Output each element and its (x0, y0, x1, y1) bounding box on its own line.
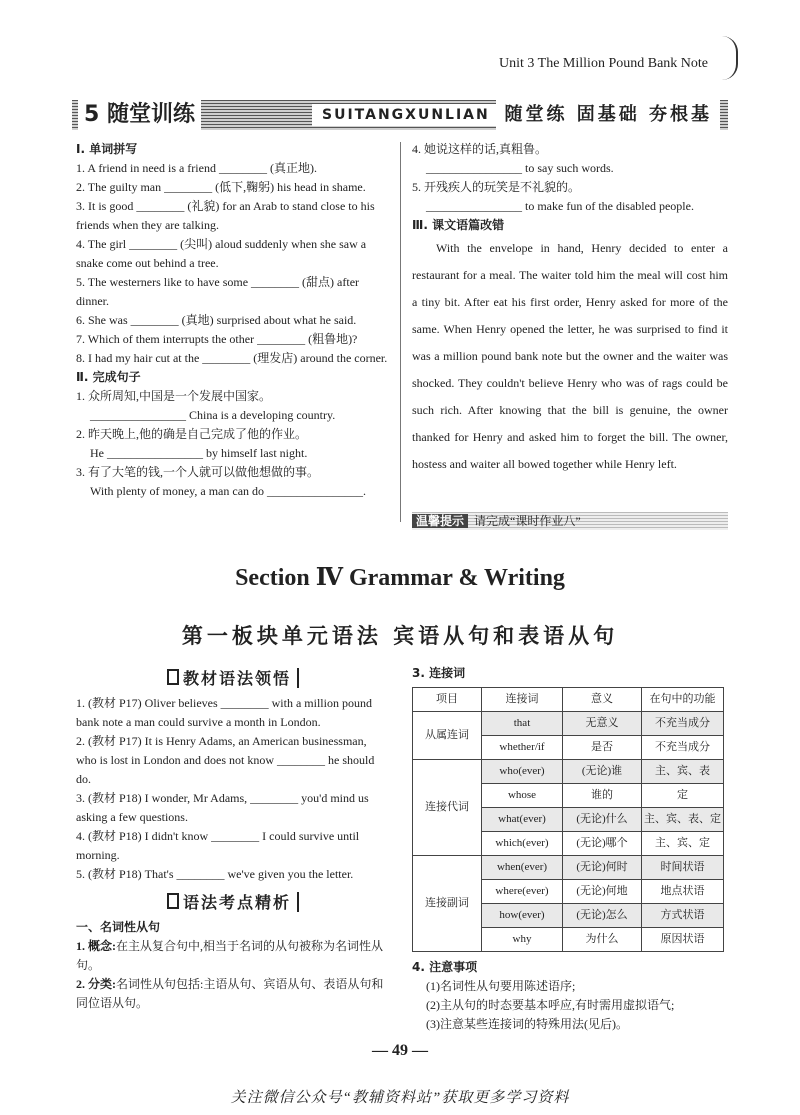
table-cell: that (482, 712, 563, 736)
table-cell: (无论)谁 (563, 760, 642, 784)
concept-paragraph (76, 937, 390, 975)
column-divider (400, 142, 401, 522)
conjunction-table (412, 687, 724, 952)
table-cell: 无意义 (563, 712, 642, 736)
grammar-analysis-label: 语法考点精析 (182, 893, 291, 912)
exercise-item: 8. I had my hair cut at the ________ (理发店) around the corner. (76, 351, 388, 365)
group-cell: 连接副词 (413, 856, 482, 952)
exercise-blank: He ________________ by himself last night. (90, 446, 308, 460)
exercise-item: 3. 有了大笔的钱,一个人就可以做他想做的事。 (76, 465, 320, 479)
part1-heading: Ⅰ. 单词拼写 (76, 142, 138, 156)
part2-heading: Ⅱ. 完成句子 (76, 370, 141, 384)
page-number: — 49 — (372, 1042, 428, 1059)
table-row (413, 712, 724, 736)
table-header-cell: 连接词 (482, 688, 563, 712)
table-cell: when(ever) (482, 856, 563, 880)
exercise-item: 2. 昨天晚上,他的确是自己完成了他的作业。 (76, 427, 308, 441)
note-item: (2)主从句的时态要基本呼应,有时需用虚拟语气; (426, 998, 675, 1012)
textbook-item: 4. (教材 P18) I didn't know ________ I could survive until morning. (76, 829, 360, 862)
table-cell: how(ever) (482, 904, 563, 928)
textbook-item: 2. (教材 P17) It is Henry Adams, an American businessman, who is lost in London and does not know ________ he should do. (76, 734, 375, 786)
category-text: 名词性从句包括:主语从句、宾语从句、表语从句和同位语从句。 (76, 977, 384, 1010)
exercise-item: 4. The girl ________ (尖叫) aloud suddenly when she saw a snake come out behind a tree. (76, 237, 367, 270)
section-title: Section Ⅳ Grammar & Writing (235, 565, 565, 591)
table-cell: 主、宾、表、定 (642, 808, 724, 832)
exercise-item: 3. It is good ________ (礼貌) for an Arab to stand close to his friends when they are talking. (76, 199, 375, 232)
part3-heading: Ⅲ. 课文语篇改错 (412, 218, 505, 232)
conjunction-table-title: 3. 连接词 (412, 666, 466, 680)
heading-bar (297, 668, 299, 688)
right-column (412, 140, 728, 478)
table-cell: 是否 (563, 736, 642, 760)
textbook-item: 1. (教材 P17) Oliver believes ________ with a million pound bank note a man could survive a month in London. (76, 696, 372, 729)
table-cell: 主、宾、定 (642, 832, 724, 856)
table-header-cell: 意义 (563, 688, 642, 712)
table-row (413, 856, 724, 880)
block-title: 第一板块单元语法 宾语从句和表语从句 (181, 624, 619, 648)
category-paragraph (76, 975, 390, 1013)
table-header-cell: 在句中的功能 (642, 688, 724, 712)
exercise-item: 5. 开残疾人的玩笑是不礼貌的。 (412, 180, 581, 194)
table-header-cell: 项目 (413, 688, 482, 712)
exercise-blank: ________________ China is a developing country. (90, 408, 336, 422)
error-correction-passage: With the envelope in hand, Henry decided to enter a restaurant for a meal. The waiter told him the meal will cost him a tiny bit. After eat his first order, Henry asked for more of the same. When Henry opened the letter, he was surprised to find it was a million pound bank note but the owner and the waiter was shocked. They couldn't believe Henry who was of rags could be such rich. After knowing that the bill is genuine, the owner thanked for Henry and asked him to forget the bill. The owner, hostess and waiter all bowed together while Henry left. (412, 241, 728, 471)
table-header-row (413, 688, 724, 712)
table-cell: 谁的 (563, 784, 642, 808)
exercise-item: 6. She was ________ (真地) surprised about what he said. (76, 313, 357, 327)
exercise-blank: ________________ to say such words. (426, 161, 614, 175)
table-row (413, 760, 724, 784)
textbook-item: 3. (教材 P18) I wonder, Mr Adams, ________ you'd mind us asking a few questions. (76, 791, 369, 824)
table-cell: whether/if (482, 736, 563, 760)
table-cell: (无论)哪个 (563, 832, 642, 856)
lower-left-column (76, 668, 390, 1013)
section-banner (72, 100, 728, 130)
note-item: (1)名词性从句要用陈述语序; (426, 979, 576, 993)
notes-heading: 4. 注意事项 (412, 960, 478, 974)
banner-title: 5 随堂训练 (78, 100, 201, 130)
left-column (76, 140, 390, 501)
table-cell: who(ever) (482, 760, 563, 784)
reminder-tag: 温馨提示 (412, 514, 468, 528)
table-cell: 为什么 (563, 928, 642, 952)
table-cell: 时间状语 (642, 856, 724, 880)
group-cell: 连接代词 (413, 760, 482, 856)
exercise-item: 7. Which of them interrupts the other ________ (粗鲁地)? (76, 332, 358, 346)
banner-motto: 随堂练 固基础 夯根基 (496, 100, 720, 130)
exercise-item: 2. The guilty man ________ (低下,鞠躬) his head in shame. (76, 180, 366, 194)
noun-clause-heading: 一、名词性从句 (76, 920, 161, 934)
table-cell: 定 (642, 784, 724, 808)
footer-note: 关注微信公众号“教辅资料站”获取更多学习资料 (230, 1090, 570, 1106)
table-cell: (无论)何地 (563, 880, 642, 904)
header-bracket (722, 36, 738, 80)
table-cell: 主、宾、表 (642, 760, 724, 784)
reminder-text: 请完成“课时作业八” (474, 514, 581, 528)
grammar-insight-heading (76, 668, 390, 688)
lower-right-column (412, 664, 728, 1034)
table-cell: which(ever) (482, 832, 563, 856)
table-cell: 原因状语 (642, 928, 724, 952)
exercise-item: 1. 众所周知,中国是一个发展中国家。 (76, 389, 272, 403)
group-cell: 从属连词 (413, 712, 482, 760)
concept-text: 在主从复合句中,相当于名词的从句被称为名词性从句。 (76, 939, 384, 972)
concept-label: 1. 概念: (76, 939, 116, 953)
table-cell: 地点状语 (642, 880, 724, 904)
table-cell: 不充当成分 (642, 736, 724, 760)
exercise-blank: ________________ to make fun of the disabled people. (426, 199, 694, 213)
table-cell: 方式状语 (642, 904, 724, 928)
table-cell: (无论)什么 (563, 808, 642, 832)
exercise-item: 5. The westerners like to have some ________ (甜点) after dinner. (76, 275, 360, 308)
note-item: (3)注意某些连接词的特殊用法(见后)。 (426, 1017, 628, 1031)
exercise-item: 1. A friend in need is a friend ________ (真正地). (76, 161, 317, 175)
grammar-insight-label: 教材语法领悟 (182, 669, 291, 688)
reminder-bar (412, 512, 728, 530)
table-cell: (无论)怎么 (563, 904, 642, 928)
grammar-analysis-heading (76, 892, 390, 912)
running-header: Unit 3 The Million Pound Bank Note (499, 56, 708, 71)
table-cell: where(ever) (482, 880, 563, 904)
category-label: 2. 分类: (76, 977, 116, 991)
textbook-item: 5. (教材 P18) That's ________ we've given you the letter. (76, 867, 354, 881)
heading-bar (297, 892, 299, 912)
table-cell: whose (482, 784, 563, 808)
book-icon (167, 669, 179, 685)
table-cell: (无论)何时 (563, 856, 642, 880)
exercise-blank: With plenty of money, a man can do ________________. (90, 484, 367, 498)
book-icon (167, 893, 179, 909)
table-cell: what(ever) (482, 808, 563, 832)
banner-pinyin: SUITANGXUNLIAN (312, 104, 500, 126)
table-cell: why (482, 928, 563, 952)
table-cell: 不充当成分 (642, 712, 724, 736)
exercise-item: 4. 她说这样的话,真粗鲁。 (412, 142, 548, 156)
